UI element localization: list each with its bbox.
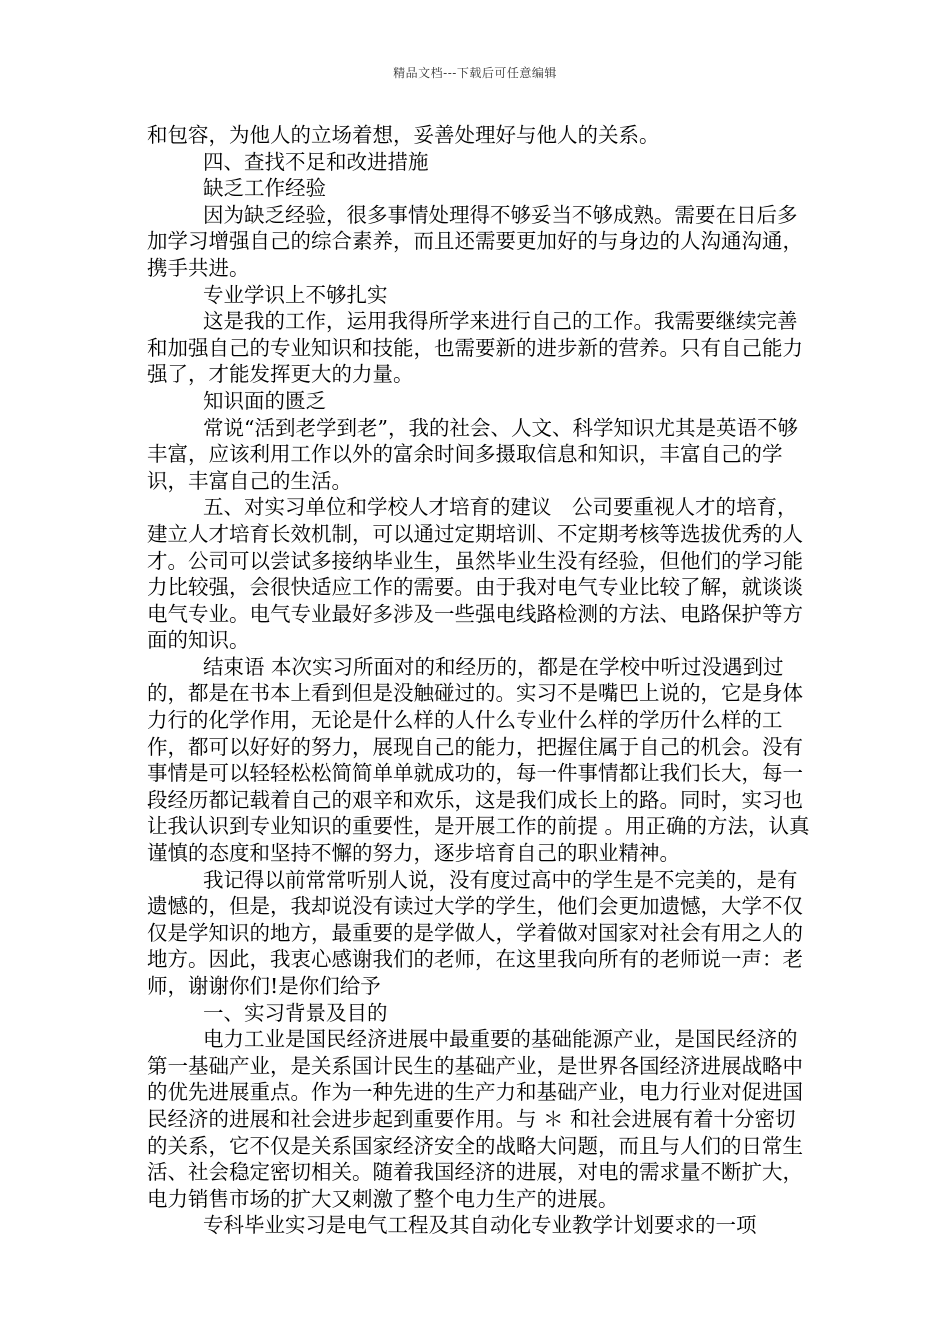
section-heading: 一、实习背景及目的 xyxy=(203,1000,388,1025)
subheading: 专业学识上不够扎实 xyxy=(203,282,388,307)
page-header: 精品文档---下载后可任意编辑 xyxy=(393,66,557,80)
paragraph: 我记得以前常常听别人说，没有度过高中的学生是不完美的，是有遗憾的，但是，我却说没有读过大学的学生，他们会更加遗憾，大学不仅仅是学知识的地方，最重要的是学做人，学着做对国家对社会有用之人的地方。因此，我衷心感谢我们的老师，在这里我向所有的老师说一声：老师，谢谢你们!是你们给予 xyxy=(147,867,803,998)
subheading: 知识面的匮乏 xyxy=(203,388,326,413)
paragraph: 五、对实习单位和学校人才培育的建议 公司要重视人才的培育，建立人才培育长效机制，可以通过定期培训、不定期考核等选拔优秀的人才。公司可以尝试多接纳毕业生，虽然毕业生没有经验，但他们的学习能力比较强，会很快适应工作的需要。由于我对电气专业比较了解，就谈谈电气专业。电气专业最好多涉及一些强电线路检测的方法、电路保护等方面的知识。 xyxy=(147,495,803,653)
paragraph: 因为缺乏经验，很多事情处理得不够妥当不够成熟。需要在日后多加学习增强自己的综合素养，而且还需要更加好的与身边的人沟通沟通，携手共进。 xyxy=(147,202,803,280)
section-heading: 四、查找不足和改进措施 xyxy=(203,149,429,174)
paragraph: 专科毕业实习是电气工程及其自动化专业教学计划要求的一项 xyxy=(203,1213,757,1238)
paragraph: 和包容，为他人的立场着想，妥善处理好与他人的关系。 xyxy=(147,123,660,147)
paragraph: 这是我的工作，运用我得所学来进行自己的工作。我需要继续完善和加强自己的专业知识和技能，也需要新的进步新的营养。只有自己能力强了，才能发挥更大的力量。 xyxy=(147,309,803,387)
subheading: 缺乏工作经验 xyxy=(203,176,326,201)
paragraph: 结束语 本次实习所面对的和经历的，都是在学校中听过没遇到过的，都是在书本上看到但是没触碰过的。实习不是嘴巴上说的，它是身体力行的化学作用，无论是什么样的人什么专业什么样的学历什么样的工作，都可以好好的努力，展现自己的能力，把握住属于自己的机会。没有事情是可以轻轻松松简简单单就成功的，每一件事情都让我们长大，每一段经历都记载着自己的艰辛和欢乐，这是我们成长上的路。同时，实习也让我认识到专业知识的重要性，是开展工作的前提 。用正确的方法，认真谨慎的态度和坚持不懈的努力，逐步培育自己的职业精神。 xyxy=(147,654,810,866)
paragraph: 常说“活到老学到老”，我的社会、人文、科学知识尤其是英语不够丰富，应该利用工作以外的富余时间多摄取信息和知识，丰富自己的学识，丰富自己的生活。 xyxy=(147,415,798,493)
document-body xyxy=(147,122,813,1239)
paragraph: 电力工业是国民经济进展中最重要的基础能源产业，是国民经济的第一基础产业，是关系国计民生的基础产业，是世界各国经济进展战略中的优先进展重点。作为一种先进的生产力和基础产业，电力行业对促进国民经济的进展和社会进步起到重要作用。与 ＊ 和社会进展有着十分密切的关系，它不仅是关系国家经济安全的战略大问题，而且与人们的日常生活、社会稳定密切相关。随着我国经济的进展，对电的需求量不断扩大，电力销售市场的扩大又刺激了整个电力生产的进展。 xyxy=(147,1027,803,1211)
